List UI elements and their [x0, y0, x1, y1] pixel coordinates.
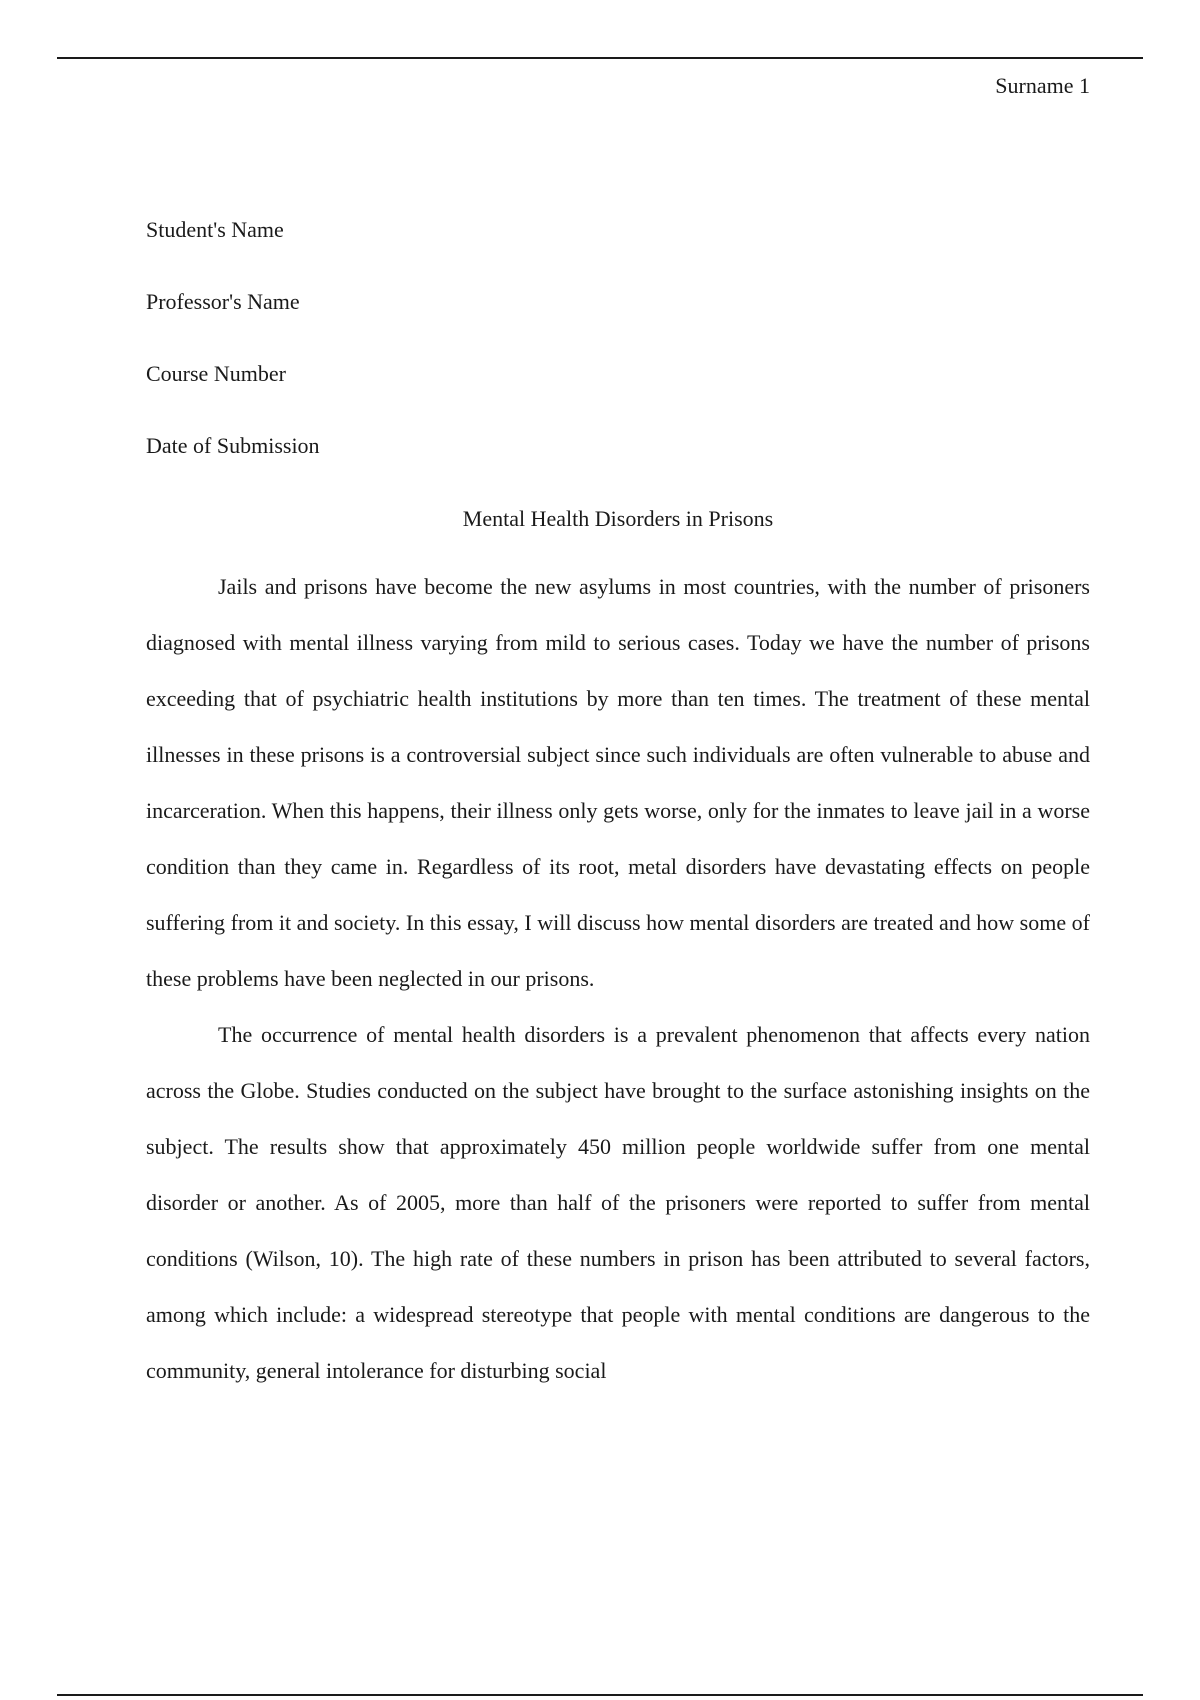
professor-name: Professor's Name	[146, 289, 300, 314]
heading-block	[146, 216, 1090, 504]
bottom-rule	[57, 1694, 1143, 1696]
paragraph: Jails and prisons have become the new asylums in most countries, with the number of prisoners diagnosed with mental illness varying from mild to serious cases. Today we have the number of prisons exceeding that of psychiatric health institutions by more than ten times. The treatment of these mental illnesses in these prisons is a controversial subject since such individuals are often vulnerable to abuse and incarceration. When this happens, their illness only gets worse, only for the inmates to leave jail in a worse condition than they came in. Regardless of its root, metal disorders have devastating effects on people suffering from it and society. In this essay, I will discuss how mental disorders are treated and how some of these problems have been neglected in our prisons.	[146, 574, 1090, 991]
essay-title: Mental Health Disorders in Prisons	[462, 506, 774, 531]
running-head: Surname 1	[995, 73, 1090, 98]
student-name: Student's Name	[146, 217, 284, 242]
essay-body	[146, 559, 1090, 1399]
paragraph: The occurrence of mental health disorders is a prevalent phenomenon that affects every nation across the Globe. Studies conducted on the subject have brought to the surface astonishing insights on the subject. The results show that approximately 450 million people worldwide suffer from one mental disorder or another. As of 2005, more than half of the prisoners were reported to suffer from mental conditions (Wilson, 10). The high rate of these numbers in prison has been attributed to several factors, among which include: a widespread stereotype that people with mental conditions are dangerous to the community, general intolerance for disturbing social	[146, 1022, 1090, 1383]
submission-date: Date of Submission	[146, 433, 320, 458]
top-rule	[57, 57, 1143, 59]
course-number: Course Number	[146, 361, 286, 386]
